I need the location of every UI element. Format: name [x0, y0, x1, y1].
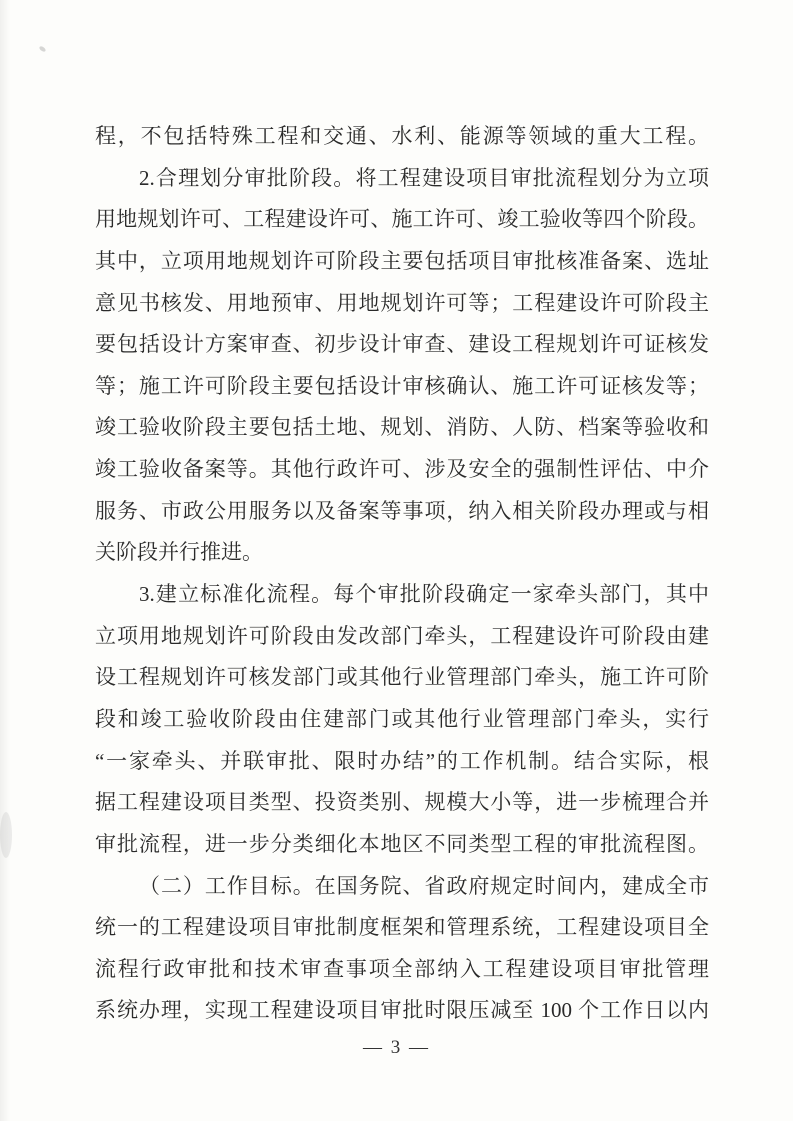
- text-line: 意见书核发、用地预审、用地规划许可等；工程建设许可阶段主: [95, 290, 709, 315]
- text-line: 要包括设计方案审查、初步设计审查、建设工程规划许可证核发: [95, 332, 709, 357]
- text-line: 程，不包括特殊工程和交通、水利、能源等领域的重大工程。: [95, 124, 709, 148]
- text-line: 设工程规划许可核发部门或其他行业管理部门牵头，施工许可阶: [95, 665, 709, 690]
- text-line: 系统办理，实现工程建设项目审批时限压减至 100 个工作日以内: [95, 998, 709, 1023]
- text-line: 服务、市政公用服务以及备案等事项，纳入相关阶段办理或与相: [95, 498, 709, 523]
- text-line: （二）工作目标。在国务院、省政府规定时间内，建成全市: [139, 873, 709, 898]
- text-line: 段和竣工验收阶段由住建部门或其他行业管理部门牵头，实行: [95, 706, 709, 731]
- body-text: [95, 116, 709, 1032]
- text-line: 关阶段并行推进。: [95, 540, 263, 565]
- text-line: 2.合理划分审批阶段。将工程建设项目审批流程划分为立项: [139, 165, 709, 190]
- text-line: “一家牵头、并联审批、限时办结”的工作机制。结合实际，根: [95, 748, 709, 773]
- text-line: 3.建立标准化流程。每个审批阶段确定一家牵头部门，其中: [139, 582, 709, 607]
- text-line: 据工程建设项目类型、投资类别、规模大小等，进一步梳理合并: [95, 790, 709, 815]
- text-line: 立项用地规划许可阶段由发改部门牵头，工程建设许可阶段由建: [95, 623, 709, 648]
- text-line: 流程行政审批和技术审查事项全部纳入工程建设项目审批管理: [95, 956, 709, 981]
- text-line: 用地规划许可、工程建设许可、施工许可、竣工验收等四个阶段。: [95, 207, 709, 232]
- text-line: 审批流程，进一步分类细化本地区不同类型工程的审批流程图。: [95, 831, 709, 856]
- page-number: — 3 —: [363, 1037, 430, 1058]
- scan-gutter-shadow: [0, 0, 10, 1121]
- text-line: 竣工验收阶段主要包括土地、规划、消防、人防、档案等验收和: [95, 415, 709, 440]
- text-line: 竣工验收备案等。其他行政许可、涉及安全的强制性评估、中介: [95, 457, 709, 482]
- text-line: 等；施工许可阶段主要包括设计审核确认、施工许可证核发等；: [95, 373, 709, 398]
- text-line: 其中，立项用地规划许可阶段主要包括项目审批核准备案、选址: [95, 248, 709, 273]
- scan-smudge: [0, 812, 12, 858]
- text-line: 统一的工程建设项目审批制度框架和管理系统，工程建设项目全: [95, 915, 709, 940]
- scan-speck: [38, 45, 46, 52]
